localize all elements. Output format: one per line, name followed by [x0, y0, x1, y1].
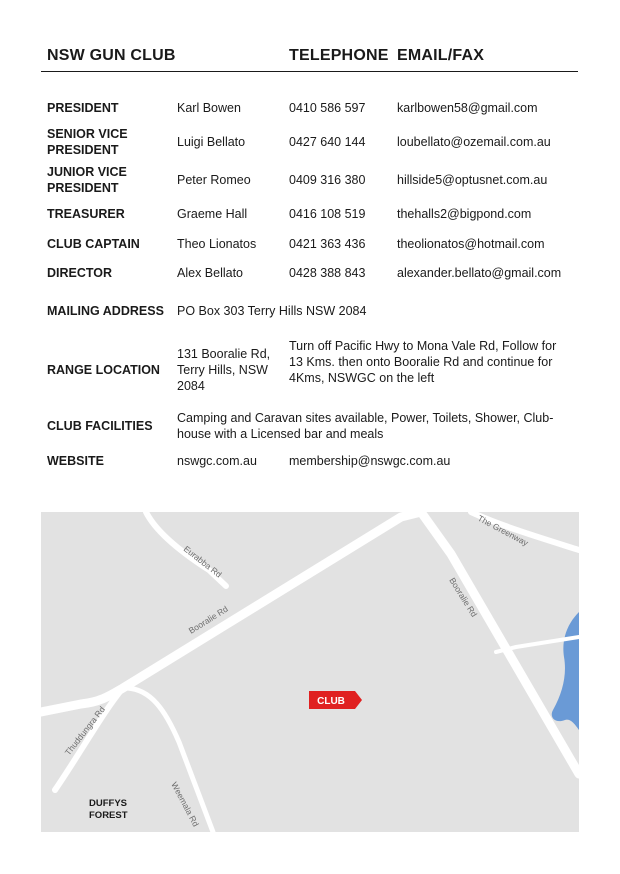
header-divider: [41, 71, 578, 72]
marker-label: CLUB: [317, 696, 345, 707]
officer-name: Luigi Bellato: [177, 135, 246, 149]
range-directions: Turn off Pacific Hwy to Mona Vale Rd, Follow for 13 Kms. then onto Booralie Rd and continue for 4Kms, NSWGC on the left: [289, 339, 557, 385]
role-label: SENIOR VICE PRESIDENT: [47, 127, 128, 157]
website-link[interactable]: nswgc.com.au: [177, 454, 257, 468]
org-heading: NSW GUN CLUB: [47, 47, 176, 64]
officer-phone[interactable]: 0409 316 380: [289, 173, 366, 187]
officer-name: Peter Romeo: [177, 173, 251, 187]
role-label: PRESIDENT: [47, 101, 119, 115]
officer-phone[interactable]: 0421 363 436: [289, 237, 366, 251]
range-address: 131 Booralie Rd, Terry Hills, NSW 2084: [177, 347, 271, 393]
thuddungra-road-label: Thuddungra Rd: [62, 704, 107, 758]
officer-name: Karl Bowen: [177, 101, 241, 115]
officer-phone[interactable]: 0410 586 597: [289, 101, 366, 115]
officer-phone[interactable]: 0428 388 843: [289, 266, 366, 280]
role-label: DIRECTOR: [47, 266, 113, 280]
role-label: TREASURER: [47, 207, 125, 221]
telephone-heading: TELEPHONE: [289, 47, 389, 64]
role-label: JUNIOR VICE PRESIDENT: [47, 165, 127, 195]
club-marker[interactable]: [309, 691, 362, 709]
officer-email[interactable]: hillside5@optusnet.com.au: [397, 173, 548, 187]
map-land: [41, 512, 579, 832]
officer-name: Graeme Hall: [177, 207, 248, 221]
facilities-label: CLUB FACILITIES: [47, 419, 153, 433]
officer-email[interactable]: alexander.bellato@gmail.com: [397, 266, 562, 280]
website-label: WEBSITE: [47, 454, 104, 468]
greenway-road-label: The Greenway: [476, 512, 530, 548]
suburb-label-line2: FOREST: [89, 810, 128, 821]
mailing-label: MAILING ADDRESS: [47, 304, 164, 318]
range-label: RANGE LOCATION: [47, 363, 160, 377]
email-heading: EMAIL/FAX: [397, 47, 485, 64]
booralie-road-label-east: Booralie Rd: [447, 575, 480, 619]
officer-email[interactable]: theolionatos@hotmail.com: [397, 237, 545, 251]
membership-email[interactable]: membership@nswgc.com.au: [289, 454, 451, 468]
facilities-text: Camping and Caravan sites available, Power, Toilets, Shower, Club-house with a Licensed bar and meals: [177, 411, 554, 441]
officer-email[interactable]: loubellato@ozemail.com.au: [397, 135, 551, 149]
officer-email[interactable]: karlbowen58@gmail.com: [397, 101, 538, 115]
weemala-road-label: Weemala Rd: [169, 780, 202, 829]
booralie-road-label-west: Booralie Rd: [186, 603, 230, 636]
officer-name: Theo Lionatos: [177, 237, 257, 251]
location-map: [41, 512, 579, 832]
officer-phone[interactable]: 0427 640 144: [289, 135, 366, 149]
officer-phone[interactable]: 0416 108 519: [289, 207, 366, 221]
officer-email[interactable]: thehalls2@bigpond.com: [397, 207, 532, 221]
mailing-address: PO Box 303 Terry Hills NSW 2084: [177, 304, 367, 318]
officer-name: Alex Bellato: [177, 266, 244, 280]
role-label: CLUB CAPTAIN: [47, 237, 140, 251]
eurabba-road-label: Eurabba Rd: [181, 543, 224, 580]
suburb-label-line1: DUFFYS: [89, 798, 127, 809]
